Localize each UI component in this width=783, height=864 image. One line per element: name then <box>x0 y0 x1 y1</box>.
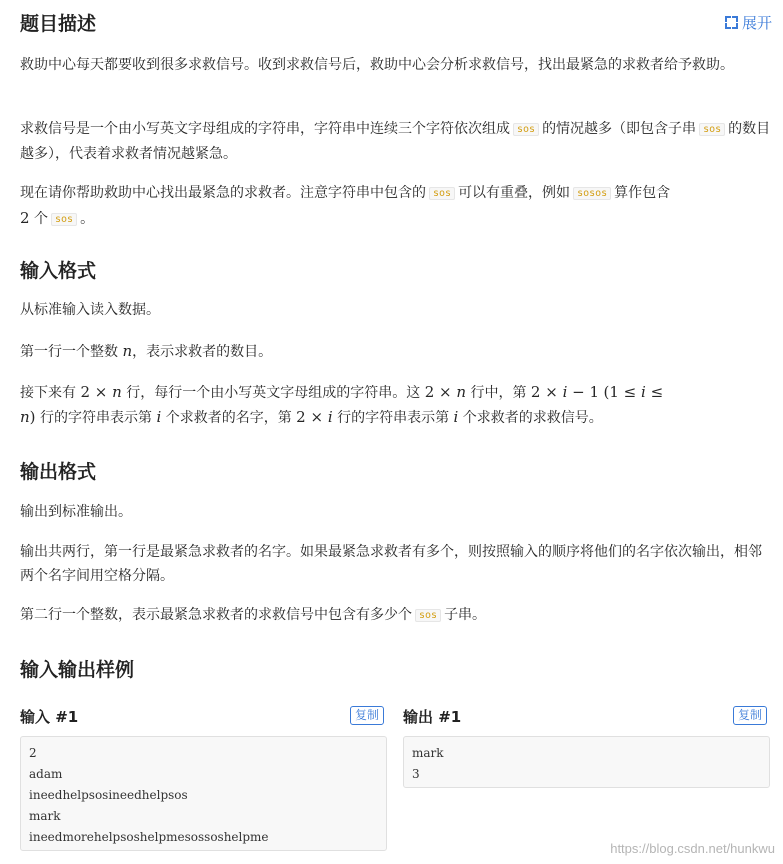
description-paragraph-1: 救助中心每天都要收到很多求救信号。收到求救信号后，救助中心会分析求救信号，找出最紧急的求救者给予救助。 <box>20 57 734 73</box>
description-paragraph-3: 现在请你帮助救助中心找出最紧急的求救者。注意字符串中包含的 sos 可以有重叠，例如 sosos 算作包含 2 个 sos 。 <box>20 185 671 227</box>
inline-code: sos <box>699 123 725 136</box>
inline-code: sos <box>51 213 77 226</box>
description-paragraph-2: 求救信号是一个由小写英文字母组成的字符串，字符串中连续三个字符依次组成 sos 的情况越多（即包含子串 sos 的数目越多），代表着求救者情况越紧急。 <box>20 121 771 162</box>
sample-output-box[interactable] <box>403 736 770 788</box>
output-format-paragraph-3: 第二行一个整数，表示最紧急求救者的求救信号中包含有多少个 sos 子串。 <box>20 607 487 623</box>
input-format-paragraph-2: 第一行一个整数 n，表示求救者的数目。 <box>20 342 273 360</box>
section-title-input-format: 输入格式 <box>20 260 97 282</box>
inline-code: sos <box>429 187 455 200</box>
sample-input-box[interactable] <box>20 736 387 851</box>
expand-button[interactable] <box>725 12 772 33</box>
input-format-paragraph-1: 从标准输入读入数据。 <box>20 302 160 318</box>
copy-output-button[interactable]: 复制 <box>733 706 767 725</box>
section-title-description: 题目描述 <box>20 13 97 35</box>
watermark: https://blog.csdn.net/hunkwu <box>610 841 775 856</box>
sample-output-line: mark <box>412 746 444 760</box>
inline-code: sos <box>513 123 539 136</box>
sample-output-label: 输出 #1 <box>403 708 462 726</box>
output-format-paragraph-2: 输出共两行，第一行是最紧急求救者的名字。如果最紧急求救者有多个，则按照输入的顺序将他们的名字依次输出，相邻两个名字间用空格分隔。 <box>20 544 762 584</box>
inline-code: sosos <box>573 187 611 200</box>
copy-input-button[interactable]: 复制 <box>350 706 384 725</box>
sample-input-label: 输入 #1 <box>20 708 79 726</box>
sample-input-line: adam <box>29 767 63 781</box>
sample-input-line: 2 <box>29 746 37 760</box>
input-format-paragraph-3: 接下来有 2 × n 行，每行一个由小写英文字母组成的字符串。这 2 × n 行中，第 2 × i − 1 (1 ≤ i ≤ n) 行的字符串表示第 i 个求救者的名字，第 2 × i 行的字符串表示第 i 个求救者的求救信号。 <box>20 383 664 426</box>
inline-code: sos <box>415 609 441 622</box>
section-title-output-format: 输出格式 <box>20 461 97 483</box>
section-title-samples: 输入输出样例 <box>20 659 135 681</box>
sample-input-line: ineedmorehelpsoshelpmesossoshelpme <box>29 830 269 844</box>
expand-label: 展开 <box>741 14 772 32</box>
output-format-paragraph-1: 输出到标准输出。 <box>20 504 132 520</box>
sample-output-line: 3 <box>412 767 420 781</box>
sample-input-line: ineedhelpsosineedhelpsos <box>29 788 188 802</box>
expand-icon <box>725 16 738 29</box>
sample-input-line: mark <box>29 809 61 823</box>
